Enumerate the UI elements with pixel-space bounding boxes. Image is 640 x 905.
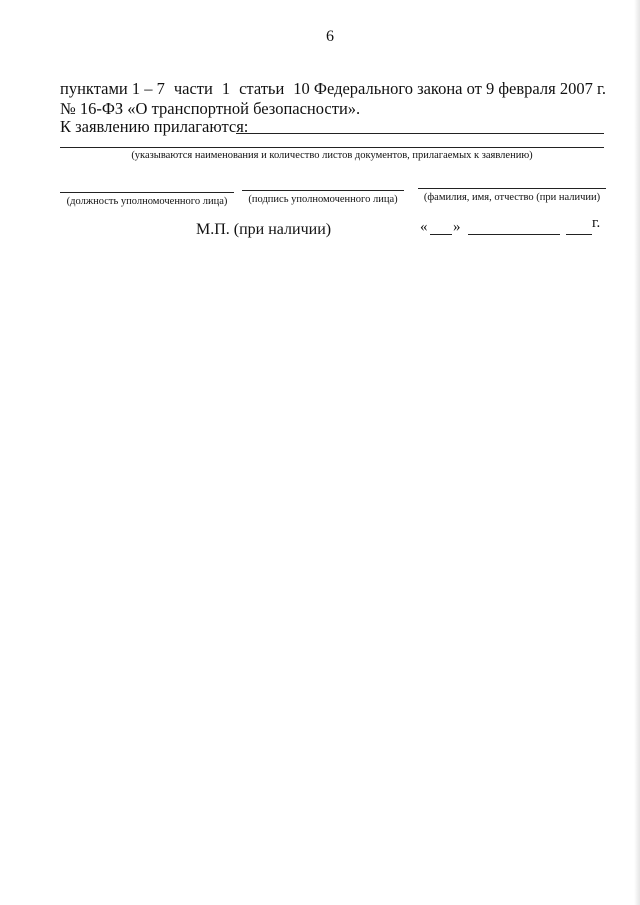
- signature-line[interactable]: [242, 190, 404, 191]
- attachments-blank-line-2[interactable]: [60, 147, 604, 148]
- text-word: части: [173, 79, 213, 98]
- full-name-line[interactable]: [418, 188, 606, 189]
- scan-edge: [634, 0, 640, 905]
- position-signature-line[interactable]: [60, 192, 234, 193]
- signature-caption: (подпись уполномоченного лица): [248, 194, 398, 205]
- text-word: пунктами 1 – 7: [60, 79, 165, 98]
- text-word: статьи: [239, 79, 285, 98]
- attachments-blank-line-1[interactable]: [236, 133, 604, 134]
- text-line-1: [60, 80, 606, 98]
- page-number: 6: [326, 28, 334, 45]
- full-name-caption: (фамилия, имя, отчество (при наличии): [423, 192, 601, 203]
- month-blank-line[interactable]: [468, 234, 560, 235]
- position-caption: (должность уполномоченного лица): [66, 196, 228, 207]
- year-suffix: г.: [592, 215, 601, 231]
- text-line-2: № 16-ФЗ «О транспортной безопасности».: [60, 99, 361, 118]
- text-word: 1: [221, 79, 231, 98]
- date-close-quote: »: [453, 219, 461, 235]
- date-field: [420, 215, 606, 239]
- attachments-caption: (указываются наименования и количество листов документов, прилагаемых к заявлению): [131, 150, 533, 161]
- stamp-label: М.П. (при наличии): [196, 221, 332, 238]
- attachments-label: К заявлению прилагаются:: [60, 117, 249, 136]
- date-open-quote: «: [420, 219, 428, 235]
- year-blank-line[interactable]: [566, 234, 592, 235]
- day-blank-line[interactable]: [430, 234, 452, 235]
- text-word: 10 Федерального закона от 9 февраля 2007 г.: [293, 79, 606, 98]
